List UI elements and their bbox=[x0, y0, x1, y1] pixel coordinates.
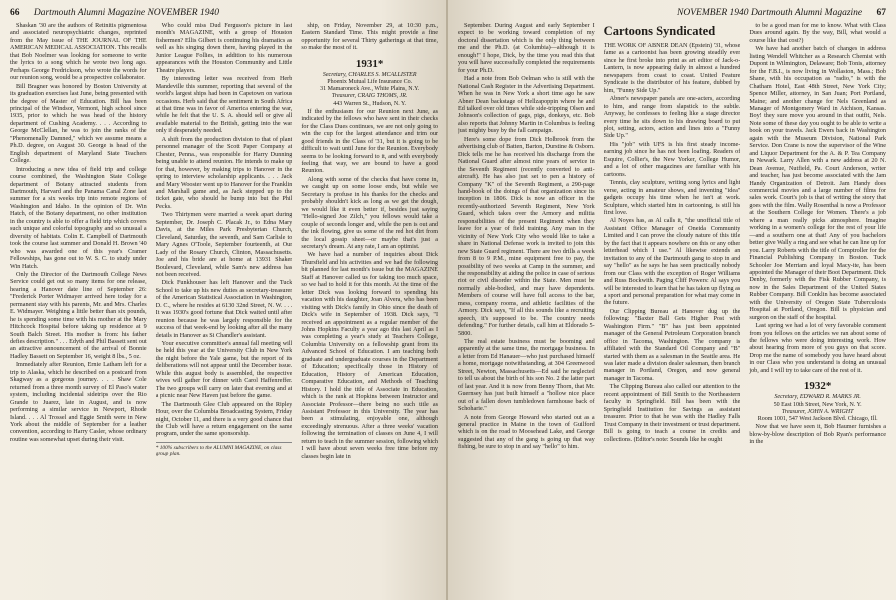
column bbox=[604, 22, 741, 600]
class-officer-line: 31 Mamaroneck Ave., White Plains, N.Y. bbox=[320, 86, 420, 93]
class-officer-line: 443 Warren St., Hudson, N. Y. bbox=[333, 100, 407, 107]
column bbox=[156, 22, 293, 600]
header-title: Dartmouth Alumni Magazine bbox=[750, 8, 863, 18]
page-header bbox=[10, 8, 438, 22]
column bbox=[10, 22, 147, 600]
class-year-heading: 1932* bbox=[803, 380, 832, 393]
paragraph: Tennis, clay sculpture, writing song lyrics and light verse, acting in amateur shows, and inventing "idea" gadgets occupy his time when he isn't at work. Sculpture, which started him in cartooning, is still his first love. bbox=[603, 179, 741, 216]
paragraph: Only the Director of the Dartmouth College News Service could get out so many items for one release, hearing a Hanover date line of September 26: "Frederick Porter Widmayer arrived here today for a permanent stay with his parents, Mr. and Mrs. Charles E. Widmayer. Weighing a little better than six pounds, he is spending some time with his mother at the Mary Hitchcock Hospital before taking up residence at 9 South Balch Street. His mother is from: his father defies description." . . . Edyth and Phil Bassett sent out an attractive announcement of the arrival of Bonnie Hadley Bassett on September 16, weight 8 lbs., 5 oz. bbox=[10, 270, 147, 360]
class-officer-line: Secretary, EDWARD R. MARKS JR. bbox=[774, 394, 861, 401]
paragraph: The real estate business must be booming and apparently at the same time, the mortgage business. In a letter from Ed Hanauer—who just purchased himself a home, mortgage notwithstanding, at 304 Greenwood Street, Newton, Massachusetts—Ed said he neglected to tell us about the birth of his son No. 2 the latter part of last year. And it is now from Benny Thorn, that Mr. Guernsey has just built himself a "hollow nice place out of a fallen down tumbledown farmhouse back of Schoharie." bbox=[458, 338, 595, 413]
text-columns bbox=[10, 22, 438, 600]
paragraph: Shaskan '30 are the authors of Retinitis pigmentosa and associated neuropsychiatric changes, reprinted from the May issue of THE JOURNAL OF THE AMERICAN MEDICAL ASSOCIATION. This recalls that Bob Noelmer was looking for someone to write the lyrics to a song which he wrote two long ago. Perhaps George Fredrickson, who wrote the words for our reunion song, would be a prospective collaborator. bbox=[10, 22, 147, 82]
paragraph: We have had a number of inquiries about Dick Thursfield and his activities and we had the following bit planned for last month's issue but the MAGAZINE Staff at Hanover called us for taking too much space, so we had to hold it for this month. At the time of the letter Dick was looking forward to spending his vacation with his daughter, Joan Alvera, who has been visiting with Dick's family in Ohio since the death of Dick's wife in September of 1938. Dick says, "I received an appointment as a regular member of the Johns Hopkins Faculty a year ago this last April as I was completing a year's study at Teachers College, Columbia University on a fellowship grant from its Advanced School of Education. I am teaching both graduate and undergraduate courses in the Department of Education; specifically those in History of Education, History of American Education, Comparative Education, and Methods of Teaching History. I hold the title of Associate in Education, which is the rank at Hopkins between Instructor and Associate Professor—there being no such title as Assistant Professor in this University. The year has been a stimulating, enjoyable one, although exceedingly strenuous. After a three weeks' vacation following the termination of classes on June 4, I will return to teach in the summer session, following which I will have about seven weeks free time before my classes begin late in bbox=[301, 251, 439, 460]
paragraph: A note from George Howard who started out as a general practice in Maine in the town of Guilford which is on the road to Moosehead Lake, and George suggested that any of the gang is going up that way fishing, be sure to stop in and say "hello" to him. bbox=[458, 413, 595, 451]
paragraph: THE WORK OF ABNER DEAN (Epstein) '31, whose fame as a cartoonist has been growing steadily ever since he first broke into print as art editor of Jack-o-Lantern, is now appearing daily in almost a hundred newspapers from coast to coast. United Feature Syndicate is the distributor of his feature, dubbed by him, "Funny Side Up." bbox=[603, 42, 741, 94]
paragraph: Bill Bragner was honored by Boston University at its graduation exercises last June, being presented with the degree of Master of Education. Bill has been principal of the Windsor, Vermont, high school since 1935, prior to which he was head of the history department of Cushing Academy. . . . According to George McClellan, he was to join the ranks of the "Phenomenally Damned," which we assume means a Ph.D. degree, on August 30. George is head of the English department of Maryland State Teachers College. bbox=[10, 82, 147, 165]
class-officer-line: Treasurer, JOHN A. WRIGHT bbox=[781, 408, 854, 415]
paragraph: Who could miss Dud Ferguson's picture in last month's MAGAZINE, with a group of Houston fishermen? Ellis Gilbert is continuing his dramatics as well as his singing down there, having played in the Junior League Follies, in addition to his numerous appearances with the Houston Community and Little Theatre players. bbox=[155, 22, 293, 74]
column bbox=[749, 22, 886, 600]
feature-title: Cartoons Syndicated bbox=[603, 24, 716, 38]
paragraph: If the enthusiasm for our Reunion next June, as indicated by the fellows who have sent in their checks for the Class Dues continues, we are not only going to win the cup for the largest attendance and trim our good friends in the Class of '31, but it is going to be difficult to wait until June for the Reunion. Everybody seems to be looking forward to it, and with everybody feeling that way, we are bound to have a good Reunion. bbox=[301, 107, 439, 175]
right-page bbox=[448, 0, 896, 600]
class-officer-line: Room 1001, 547 West Jackson Blvd. Chicago, Ill. bbox=[757, 415, 878, 422]
class-officer-line: Secretary, CHARLES S. MCALLISTER bbox=[322, 71, 417, 78]
paragraph: Dick Funkhouser has left Hanover and the Tuck School to take up his new duties as secretary-treasurer of the American Statistical Association in Washington, D. C., where he resides at 6130 32nd Street, N. W. . . . It was 1930's good fortune that Dick waited until after reunion because he was largely responsible for the success of that week-end by looking after all the many details in Hanover as Si Chandler's assistant. bbox=[155, 279, 293, 339]
column bbox=[301, 22, 438, 600]
class-officer-line: 50 East 10th Street, New York, N. Y. bbox=[773, 401, 862, 408]
paragraph: Along with some of the checks that have come in, we caught up on some loose ends, but while we Secretary is profuse in his thanks for the checks and probably shouldn't kick as long as we get the dough, we would like it even better if, besides just saying "Hello-signed Joe Zilch," you fellows would take a couple of seconds longer and, while the pen is out and the ink flowing, give us some of the red hot dirt from the local gossip sheet—or maybe that's just a secretary's dream. At any rate, I am an optimist. bbox=[301, 175, 439, 250]
header-issue: NOVEMBER 1940 bbox=[147, 8, 219, 18]
page-number: 67 bbox=[876, 8, 886, 18]
class-officer-line: Phoenix Mutual Life Insurance Co. bbox=[327, 79, 413, 86]
paragraph: Our Clipping Bureau at Hanover dug up the following: "Baxter Ball Gets Higher Post with Washington Firm." "B" has just been appointed manager of the General Petroleum Corporation branch office in Tacoma, Washington. The company is affiliated with the Standard Oil Company and "B" started with them as a salesman in the Seattle area. He was later made a division dealer salesman, then branch manager in Portland, Oregon, and now general manager in Tacoma. bbox=[603, 307, 741, 382]
footnote: * 100% subscribers to the ALUMNI MAGAZINE, on class group plan. bbox=[156, 442, 293, 458]
paragraph: By interesting letter was received from Herb Mandeville this summer, reporting that several of the world's largest ships had been in Capetown on various occasions. Herb said that the sentiment in South Africa at that time was in favor of America entering the war, while he felt that the U. S. A. should sell or give all available material to the British, getting into the war only if desperately needed. bbox=[155, 75, 293, 135]
paragraph: Here's some dope from Dick Holbrook from the advertising club of Batten, Barton, Durstine & Osborn. Dick tells me he has received his discharge from the National Guard after almost nine years of service in the Seventh Regiment (recently converted to anti-aircraft). He has also just set to pen a history of Company "K" of the Seventh Regiment, a 290-page hand-book of the doings of that organization since its inception in 1806. Dick is now an officer in the recently-authorized Seventh Regiment, New York Guard, which takes over the Armory and militia responsibilities of the present Regiment when they leave for a year of field training. Any man in the vicinity of New York City who would like to take a share in National Defense work is invited to join this new State Guard regiment. There are two drills a week from 8 to 9 P.M., mine equipment free to pay, the possibility of two weeks at Camp in the summer, and the responsibility at aiding the police in case of serious riot or civil disorder within the State. Men must be normally able-bodied, and may have dependents. Members of course will have full access to the bar, mess, company rooms, and athletic facilities of the Armory. Dick says, "If all this sounds like a recruiting speech, it's supposed to be. The country needs defending." For further details, call him at Eldorado 5-5800. bbox=[458, 135, 595, 337]
paragraph: The Dartmouth Glee Club appeared on the Ripley Hour, over the Columbia Broadcasting System, Friday night, October 11, and there is a very good chance that the Club will have a return engagement on the same program, under the same sponsorship. bbox=[155, 400, 293, 438]
paragraph: September. During August and early September I expect to be working toward completion of my doctoral dissertation which is the only thing between me and the Ph.D. (at Columbia)—although it is enough!" I hope, Dick, by the time you read this that you will have successfully completed the requirements for your Ph.D. bbox=[458, 22, 595, 74]
paragraph: Immediately after Reunion, Ernie Latham left for a trip to Alaska, which he described on a postcard from Skagway as a gorgeous journey. . . . Shaw Cole returned from a three month survey of El Paso's water system, including incidental sidetrips over the Rio Grande to Juarez, late in August, and is now performing a similar service in Newport, Rhode Island. . . . Al Trossel and Eggie Smith were in New York about the middle of September for a leather convention, according to Harry Casler, whose ordinary routine was somewhat upset during their visit. bbox=[10, 361, 147, 443]
class-year-heading: 1931* bbox=[355, 57, 384, 70]
class-officer-line: Treasurer, CRAIG THOMS, JR. bbox=[331, 93, 408, 100]
paragraph: Your executive committee's annual fall meeting will be held this year at the University Club in New York the night before the Yale game, but the report of its deliberations will not appear until the December issue. While this august body is assembled, the respective wives will gather for dinner with Carol Haffenreffer. The two groups will carry on later that evening and at a picnic near New Haven just before the game. bbox=[155, 340, 293, 400]
paragraph: to be a good man for me to know. What with Class Dues around again. By the way, Bill, what would a course like that cost?) bbox=[749, 22, 887, 44]
header-title: Dartmouth Alumni Magazine bbox=[33, 8, 146, 18]
paragraph: Two Thirtymen were married a week apart during September, Dr. Joseph C. Placak Jr., to Edna Mary Davis, at the Miles Park Presbyterian Church, Cleveland, Saturday, the seventh, and Sam Carlisle to Mary Agnes O'Toole, September fourteenth, at Our Lady of the Rosary Church, Clinton, Massachusetts. Joe and his bride are at home at 13931 Shaker Boulevard, Cleveland, while Sam's new address has not been received. bbox=[155, 211, 293, 278]
paragraph: ship, on Friday, November 29, at 10:30 p.m., Eastern Standard Time. This might provide a fine opportunity for several Thirty gatherings at that time, so make the most of it. bbox=[301, 22, 439, 52]
paragraph: Now that we have seen it, Bob Haumer furnishes a blow-by-blow description of Bob Ryan's performance in the bbox=[749, 423, 887, 446]
header-issue: NOVEMBER 1940 bbox=[677, 8, 749, 18]
page-header bbox=[458, 8, 886, 22]
paragraph: We have had another batch of changes in address listing Wendell Whitcher as a Research Chemist with Dupont in Wilmington, Delaware; Bob Tonis, attorney for the F.B.I., is now living in Wollaston, Mass.; Bob Shane, with his occupation as "radio," is with the Chatham Hotel, East 48th Street, New York City; Spence Miller, attorney, in San Juan; Port Portland, Maine; and another change for Nels Greenland as Manager of Montgomery Ward in Atchison, Kansas. Boy! they sure move you around in that outfit, Nels. Note some of these day you ought to be able to write a book on your travels. Jack Ewers back in Washington again with the Museum Division, National Park Service. Don Crane is now the supervisor of the Wine and Liquor Department for the A. & P. Tea Company in Newark. Larry Allen with a new address at 20 N. Dean Avenue, Nutfield, Pa. Court Anderson, writer and teacher, has just become associated with the Jam Handy Organization of Detroit. Jam Handy does commercial movies and a large number of films for sales work. Court's job is that of writing the story that goes with the film. Wally Rosenthal is now a Professor at the Southern College for Women. There's a job where a man really picks atmosphere. Imagine working in a women's college for the rest of your life—and a southern one at that! Any of you bachelors better give Wally a ring and see what he can line up for you. Larry Roberts with the title of Comptroller for the Financial Publishing Company in Boston. Tuck Schooler Joe Merriam and loyal Macy-ite, has been appointed the Manager of their Boot Department. Dick Denby, formerly with the Fisk Rubber Company, is now in the Sales Department of the United States Rubber Company. Bill Conklin has become associated with the University of Oregon State Tuberculosis Hospital at Portland, Oregon. Bill is physician and surgeon on the staff of the hospital. bbox=[749, 45, 887, 321]
paragraph: Introducing a new idea of field trip and college course combined, the Washington State College department of Botany attracted students from Dartmouth, Harvard and the Panama Canal Zone last summer for a six weeks trip into remote regions of Washington and Idaho. In the opinion of Dr. Win Hatch, of the Botany department, no other institution in the country is able to offer a field trip which covers such unique and colorful topography and so unusual a diversity of habitats. Colin E. Campbell of Dartmouth took the course last summer and Donald H. Brown '40 who was awarded one of this year's Cramer Fellowships, has gone out to W. S. C. to study under Win Hatch. bbox=[10, 165, 147, 270]
paragraph: Al Noyes has, as Al calls it, "the unofficial title of Assistant Office Manager of Oneida Community Limited and I can prove the cloudy nature of this title by the fact that it appears nowhere on this or any other letterhead which I use." Al likewise extends an invitation to any of the Dartmouth gang to stop in and say "hello" as he says he has seen practically nobody from our Class with the exception of Roger Williams and Russ Bockwith. Paging Cliff Powers: Al says you will be interested to learn that he has taken up flying as a sport and personal preparation for what may come in the future. bbox=[603, 217, 741, 307]
paragraph: Had a note from Bob Oelman who is still with the National Cash Register in the Advertising Department. When he was in New York a short time ago he saw Abner Dean backstage of Hellzapoppin where he and Ed talked over old times while side-tripping Olsen and Johnson's collection of gags, pigs, donkeys, etc. Bob also reports that Johnny Martin in Columbus is feeling just mighty busy by the fall campaign. bbox=[458, 75, 595, 135]
text-columns bbox=[458, 22, 886, 600]
paragraph: His "job" with UFS is his first steady income-earning job since he has not been loafing. Readers of Esquire, Collier's, the New Yorker, College Humor, and a lot of other magazines are familiar with his cartoons. bbox=[603, 140, 741, 178]
column bbox=[458, 22, 595, 600]
paragraph: Abner's newspaper panels are one-acters, according to him, and range from slapstick to the subtle. Anyway, he confesses to feeling like a stage director every time he sits down to his drawing board to put plot, setting, actors, action and lines into a "Funny Side Up." bbox=[603, 95, 741, 140]
paragraph: A shift from the production division to that of plant personnel manager of the Scott Paper Company at Chester, Penna., was responsible for Harry Dunning being unable to attend reunion. He intends to make up for that, however, by making trips to Hanover in the spring to interview scholarship applicants. . . . Jack and Mary Wooster went up to Hanover for the Franklin and Marshall game and, as Jack stepped up to the ticket gate, who should he bump into but the Phil Pecks. bbox=[155, 135, 293, 210]
paragraph: Last spring we had a lot of very favorable comment from you fellows on the articles we ran about some of the fellows who were doing interesting work. How about hearing from more of you guys on that score. Drop me the name of somebody you have heard about in our Class who you understand is doing an unusual job, and I will try to take care of the rest of it. bbox=[749, 322, 887, 374]
paragraph: The Clipping Bureau also called our attention to the recent appointment of Bill Smith to the Northeastern faculty in Springfield. Bill has been with the Springfield Institution for Savings as assistant treasurer. Prior to that he was with the Hadley Falls Trust Company in their investment or trust department. Bill is going to teach a course in credits and collections. (Editor's note: Sounds like he ought bbox=[603, 383, 741, 443]
page-number: 66 bbox=[10, 8, 20, 18]
